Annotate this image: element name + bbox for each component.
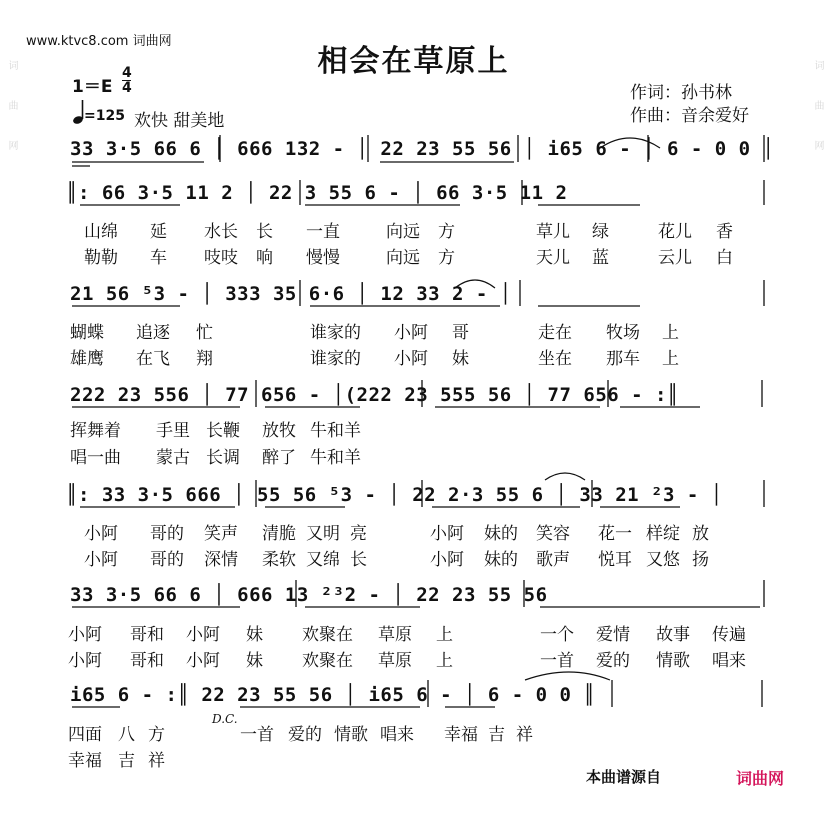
lyric-r5a-0: 小阿 bbox=[84, 524, 118, 544]
lyric-r2a-1: 延 bbox=[150, 222, 167, 242]
lyric-r7a-6: 唱来 bbox=[380, 725, 414, 745]
lyric-r4b-2: 长调 bbox=[206, 448, 240, 468]
lyric-r2a-3: 长 bbox=[256, 222, 273, 242]
lyric-r5a-2: 笑声 bbox=[204, 524, 238, 544]
lyric-r2b-2: 吱吱 bbox=[204, 248, 238, 268]
lyric-r2a-8: 绿 bbox=[592, 222, 609, 242]
lyric-r2b-7: 天儿 bbox=[536, 248, 570, 268]
tempo-marking: =125 bbox=[84, 108, 125, 124]
composer-credit: 作曲：音余爱好 bbox=[630, 106, 749, 126]
lyric-r2a-7: 草儿 bbox=[536, 222, 570, 242]
lyric-r3a-7: 牧场 bbox=[606, 323, 640, 343]
lyric-r2b-3: 响 bbox=[256, 248, 273, 268]
lyric-r5b-5: 长 bbox=[350, 550, 367, 570]
lyric-r2b-1: 车 bbox=[150, 248, 167, 268]
lyric-r5a-3: 清脆 bbox=[262, 524, 296, 544]
lyric-r5b-6: 小阿 bbox=[430, 550, 464, 570]
lyric-r2b-4: 慢慢 bbox=[306, 248, 340, 268]
lyric-r7a-2: 方 bbox=[148, 725, 165, 745]
lyric-r2b-9: 云儿 bbox=[658, 248, 692, 268]
lyric-r3b-5: 妹 bbox=[452, 349, 469, 369]
lyric-r5a-5: 亮 bbox=[350, 524, 367, 544]
lyric-r7b-2: 祥 bbox=[148, 751, 165, 771]
lyric-r6a-5: 草原 bbox=[378, 625, 412, 645]
score-row-1: 33 3·5 66 6 │ 666 132 - │ 22 23 55 56 │ i65 6 - │ 6 - 0 0 │ bbox=[70, 138, 775, 160]
lyric-r6b-8: 爱的 bbox=[596, 651, 630, 671]
score-row-7: i65 6 - :║ 22 23 55 56 │ i65 6 - │ 6 - 0 0 ║ bbox=[70, 684, 596, 706]
lyric-r6b-4: 欢聚在 bbox=[302, 651, 353, 671]
lyric-r5b-10: 又悠 bbox=[646, 550, 680, 570]
score-row-6: 33 3·5 66 6 │ 666 13 ²³2 - │ 22 23 55 56 bbox=[70, 584, 548, 606]
lyric-r5a-8: 笑容 bbox=[536, 524, 570, 544]
lyric-r2a-2: 水长 bbox=[204, 222, 238, 242]
lyric-r2b-10: 白 bbox=[716, 248, 733, 268]
lyric-r2b-0: 勒勒 bbox=[84, 248, 118, 268]
score-row-4: 222 23 556 │ 77 656 - │(222 23 555 56 │ 77 656 - :║ bbox=[70, 384, 679, 406]
lyric-r2a-4: 一直 bbox=[306, 222, 340, 242]
lyric-r6a-1: 哥和 bbox=[130, 625, 164, 645]
score-row-5: ║: 33 3·5 666 │ 55 56 ⁵3 - │ 22 2·3 55 6 │ 33 21 ²3 - │ bbox=[66, 484, 723, 506]
lyric-r6a-6: 上 bbox=[436, 625, 453, 645]
lyric-r6b-6: 上 bbox=[436, 651, 453, 671]
lyric-r2b-6: 方 bbox=[438, 248, 455, 268]
lyric-r2a-10: 香 bbox=[716, 222, 733, 242]
lyric-r2b-5: 向远 bbox=[386, 248, 420, 268]
lyric-r5a-4: 又明 bbox=[306, 524, 340, 544]
lyric-r7a-1: 八 bbox=[118, 725, 135, 745]
time-top: 4 bbox=[122, 65, 132, 81]
lyric-r2a-5: 向远 bbox=[386, 222, 420, 242]
lyric-r4a-0: 挥舞着 bbox=[70, 421, 121, 441]
watermark-left: 词曲网 bbox=[6, 60, 17, 180]
lyric-r7a-9: 祥 bbox=[516, 725, 533, 745]
lyric-r6b-3: 妹 bbox=[246, 651, 263, 671]
lyric-r5a-11: 放 bbox=[692, 524, 709, 544]
lyric-r6b-5: 草原 bbox=[378, 651, 412, 671]
source-label: 本曲谱源自 bbox=[586, 768, 662, 786]
lyric-r7b-0: 幸福 bbox=[68, 751, 102, 771]
lyric-r5a-6: 小阿 bbox=[430, 524, 464, 544]
lyric-r5a-7: 妹的 bbox=[484, 524, 518, 544]
lyric-r3b-7: 那车 bbox=[606, 349, 640, 369]
lyric-r3a-4: 小阿 bbox=[394, 323, 428, 343]
lyric-r6a-8: 爱情 bbox=[596, 625, 630, 645]
lyric-r6b-7: 一首 bbox=[540, 651, 574, 671]
lyric-r4b-0: 唱一曲 bbox=[70, 448, 121, 468]
lyric-r7a-5: 情歌 bbox=[334, 725, 368, 745]
song-title: 相会在草原上 bbox=[317, 44, 510, 79]
lyric-r7a-7: 幸福 bbox=[444, 725, 478, 745]
lyric-r3b-0: 雄鹰 bbox=[70, 349, 104, 369]
lyric-r4b-3: 醉了 bbox=[262, 448, 296, 468]
site-url[interactable]: www.ktvc8.com 词曲网 bbox=[26, 34, 172, 49]
lyric-r5b-1: 哥的 bbox=[150, 550, 184, 570]
lyricist-credit: 作词：孙书林 bbox=[630, 83, 732, 103]
lyric-r6b-0: 小阿 bbox=[68, 651, 102, 671]
key-signature: 1＝E bbox=[72, 77, 113, 97]
lyric-r5b-7: 妹的 bbox=[484, 550, 518, 570]
lyric-r5a-9: 花一 bbox=[598, 524, 632, 544]
lyric-r5b-2: 深情 bbox=[204, 550, 238, 570]
lyric-r5b-11: 扬 bbox=[692, 550, 709, 570]
lyric-r4a-4: 牛和羊 bbox=[310, 421, 361, 441]
lyric-r6a-10: 传遍 bbox=[712, 625, 746, 645]
lyric-r6b-1: 哥和 bbox=[130, 651, 164, 671]
lyric-r7b-1: 吉 bbox=[118, 751, 135, 771]
lyric-r4a-1: 手里 bbox=[156, 421, 190, 441]
lyric-r2a-0: 山绵 bbox=[84, 222, 118, 242]
dc-marking: D.C. bbox=[212, 712, 238, 726]
lyric-r5a-1: 哥的 bbox=[150, 524, 184, 544]
lyric-r7a-8: 吉 bbox=[488, 725, 505, 745]
lyric-r2a-9: 花儿 bbox=[658, 222, 692, 242]
lyric-r4a-2: 长鞭 bbox=[206, 421, 240, 441]
lyric-r3a-6: 走在 bbox=[538, 323, 572, 343]
lyric-r2b-8: 蓝 bbox=[592, 248, 609, 268]
lyric-r4b-4: 牛和羊 bbox=[310, 448, 361, 468]
lyric-r3a-5: 哥 bbox=[452, 323, 469, 343]
lyric-r6b-2: 小阿 bbox=[186, 651, 220, 671]
expression-marking: 欢快 甜美地 bbox=[134, 111, 225, 131]
lyric-r3b-2: 翔 bbox=[196, 349, 213, 369]
lyric-r3b-8: 上 bbox=[662, 349, 679, 369]
score-row-2: ║: 66 3·5 11 2 │ 22 3 55 6 - │ 66 3·5 11 2 bbox=[66, 182, 568, 204]
lyric-r4b-1: 蒙古 bbox=[156, 448, 190, 468]
lyric-r6a-3: 妹 bbox=[246, 625, 263, 645]
lyric-r5b-0: 小阿 bbox=[84, 550, 118, 570]
lyric-r3a-0: 蝴蝶 bbox=[70, 323, 104, 343]
lyric-r3a-3: 谁家的 bbox=[310, 323, 361, 343]
lyric-r3b-6: 坐在 bbox=[538, 349, 572, 369]
score-row-3: 21 56 ⁵3 - │ 333 35 6·6 │ 12 33 2 - │ bbox=[70, 283, 512, 305]
lyric-r6a-0: 小阿 bbox=[68, 625, 102, 645]
lyric-r3b-3: 谁家的 bbox=[310, 349, 361, 369]
lyric-r3b-1: 在飞 bbox=[136, 349, 170, 369]
lyric-r6a-4: 欢聚在 bbox=[302, 625, 353, 645]
lyric-r3a-8: 上 bbox=[662, 323, 679, 343]
lyric-r3a-1: 追逐 bbox=[136, 323, 170, 343]
time-bottom: 4 bbox=[122, 80, 132, 96]
lyric-r6a-7: 一个 bbox=[540, 625, 574, 645]
lyric-r3b-4: 小阿 bbox=[394, 349, 428, 369]
lyric-r5b-9: 悦耳 bbox=[598, 550, 632, 570]
lyric-r6a-2: 小阿 bbox=[186, 625, 220, 645]
watermark-right: 词曲网 bbox=[812, 60, 823, 180]
lyric-r5b-8: 歌声 bbox=[536, 550, 570, 570]
lyric-r7a-0: 四面 bbox=[68, 725, 102, 745]
lyric-r6b-9: 情歌 bbox=[656, 651, 690, 671]
lyric-r2a-6: 方 bbox=[438, 222, 455, 242]
lyric-r6a-9: 故事 bbox=[656, 625, 690, 645]
lyric-r7a-3: 一首 bbox=[240, 725, 274, 745]
lyric-r5a-10: 样绽 bbox=[646, 524, 680, 544]
lyric-r5b-3: 柔软 bbox=[262, 550, 296, 570]
lyric-r7a-4: 爱的 bbox=[288, 725, 322, 745]
lyric-r3a-2: 忙 bbox=[196, 323, 213, 343]
brand-link[interactable]: 词曲网 bbox=[736, 769, 785, 788]
lyric-r4a-3: 放牧 bbox=[262, 421, 296, 441]
lyric-r5b-4: 又绵 bbox=[306, 550, 340, 570]
lyric-r6b-10: 唱来 bbox=[712, 651, 746, 671]
